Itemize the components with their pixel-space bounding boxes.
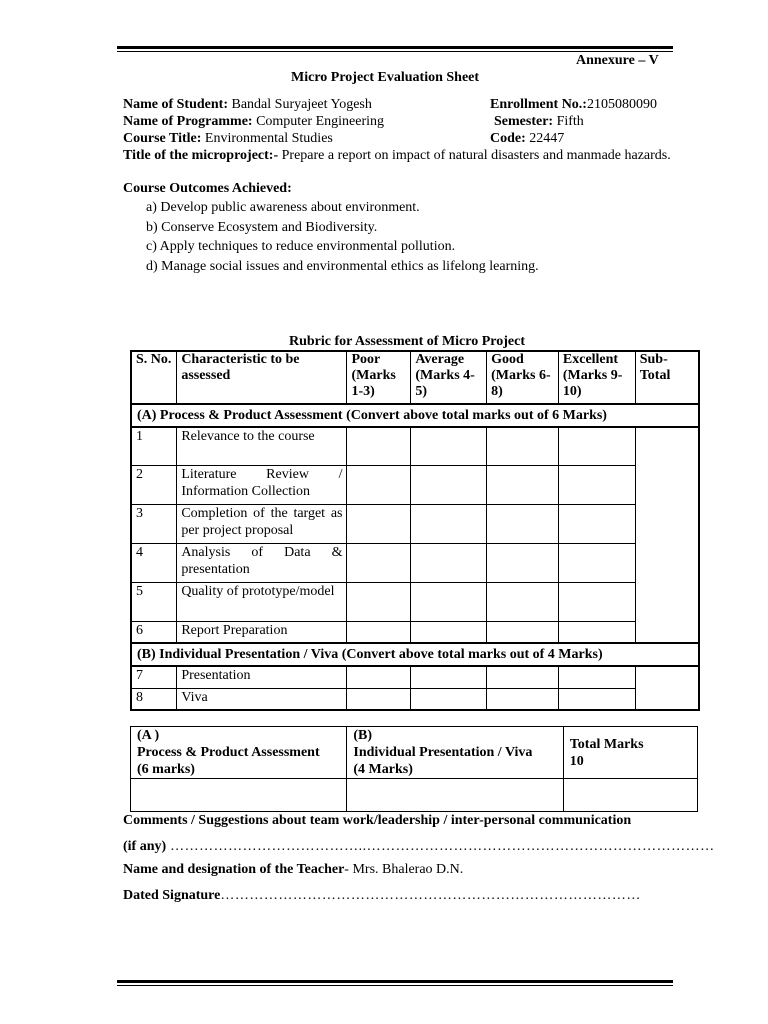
outcome-item: a) Develop public awareness about environment. [146, 200, 420, 215]
table-row [131, 465, 699, 504]
section-b-heading: (B) Individual Presentation / Viva (Convert above total marks out of 4 Marks) [131, 643, 699, 666]
good-cell[interactable] [487, 582, 559, 621]
average-cell[interactable] [411, 688, 487, 710]
table-row [131, 621, 699, 643]
summary-b-line: Individual Presentation / Viva [353, 745, 533, 760]
row-characteristic: Literature Review / Information Collection [177, 465, 347, 504]
table-row [131, 427, 699, 465]
enrollment-no: Enrollment No.:2105080090 [490, 97, 657, 112]
row-characteristic: Presentation [177, 666, 347, 688]
row-characteristic: Relevance to the course [177, 427, 347, 465]
poor-cell[interactable] [347, 621, 411, 643]
excellent-cell[interactable] [558, 504, 635, 543]
header-good: Good (Marks 6-8) [487, 351, 559, 404]
teacher-name: Name and designation of the Teacher- Mrs. Bhalerao D.N. [123, 862, 464, 877]
table-row [131, 543, 699, 582]
outcomes-heading: Course Outcomes Achieved: [123, 181, 292, 196]
header-sno: S. No. [131, 351, 177, 404]
summary-a-line: Process & Product Assessment [137, 745, 320, 760]
good-cell[interactable] [487, 427, 559, 465]
row-number: 1 [131, 427, 177, 465]
poor-cell[interactable] [347, 666, 411, 688]
poor-cell[interactable] [347, 688, 411, 710]
row-number: 2 [131, 465, 177, 504]
average-cell[interactable] [411, 666, 487, 688]
poor-cell[interactable] [347, 504, 411, 543]
row-characteristic: Quality of prototype/model [177, 582, 347, 621]
table-row [131, 666, 699, 688]
table-row [131, 504, 699, 543]
good-cell[interactable] [487, 621, 559, 643]
good-cell[interactable] [487, 465, 559, 504]
row-number: 4 [131, 543, 177, 582]
subtotal-b-cell[interactable] [635, 666, 699, 710]
header-average: Average (Marks 4-5) [411, 351, 487, 404]
poor-cell[interactable] [347, 543, 411, 582]
section-a-heading: (A) Process & Product Assessment (Convert above total marks out of 6 Marks) [131, 404, 699, 427]
rubric-header-row [131, 351, 699, 404]
row-number: 3 [131, 504, 177, 543]
course-title: Course Title: Environmental Studies [123, 131, 333, 146]
average-cell[interactable] [411, 543, 487, 582]
summary-a-header [131, 727, 347, 779]
poor-cell[interactable] [347, 582, 411, 621]
average-cell[interactable] [411, 582, 487, 621]
good-cell[interactable] [487, 543, 559, 582]
row-number: 8 [131, 688, 177, 710]
excellent-cell[interactable] [558, 427, 635, 465]
programme-name: Name of Programme: Computer Engineering [123, 114, 384, 129]
row-number: 6 [131, 621, 177, 643]
poor-cell[interactable] [347, 465, 411, 504]
summary-table [130, 726, 698, 812]
row-number: 7 [131, 666, 177, 688]
page-title: Micro Project Evaluation Sheet [291, 70, 480, 85]
excellent-cell[interactable] [558, 666, 635, 688]
summary-b-header [347, 727, 563, 779]
excellent-cell[interactable] [558, 465, 635, 504]
row-characteristic: Completion of the target as per project proposal [177, 504, 347, 543]
excellent-cell[interactable] [558, 688, 635, 710]
comments-field[interactable]: (if any) …………………………………..……………………………………………………………… [123, 839, 715, 854]
row-characteristic: Analysis of Data & presentation [177, 543, 347, 582]
good-cell[interactable] [487, 504, 559, 543]
summary-b-value[interactable] [347, 779, 563, 812]
summary-header-row [131, 727, 698, 779]
summary-a-line: (A ) [137, 728, 160, 743]
comments-label: Comments / Suggestions about team work/leadership / inter-personal communication [123, 813, 632, 828]
excellent-cell[interactable] [558, 582, 635, 621]
header-excellent: Excellent (Marks 9-10) [558, 351, 635, 404]
summary-value-row [131, 779, 698, 812]
row-characteristic: Report Preparation [177, 621, 347, 643]
summary-a-line: (6 marks) [137, 762, 195, 777]
excellent-cell[interactable] [558, 621, 635, 643]
microproject-title: Title of the microproject:- Prepare a report on impact of natural disasters and manmade hazards. [123, 148, 671, 163]
header-subtotal: Sub-Total [635, 351, 699, 404]
section-a-row [131, 404, 699, 427]
table-row [131, 688, 699, 710]
outcome-item: d) Manage social issues and environmental ethics as lifelong learning. [146, 259, 539, 274]
header-characteristic: Characteristic to be assessed [177, 351, 347, 404]
row-characteristic: Viva [177, 688, 347, 710]
summary-total-line: Total Marks [569, 736, 644, 752]
section-b-row [131, 643, 699, 666]
summary-total-value[interactable] [563, 779, 697, 812]
average-cell[interactable] [411, 621, 487, 643]
row-number: 5 [131, 582, 177, 621]
summary-b-line: (4 Marks) [353, 762, 413, 777]
rubric-table [130, 350, 700, 711]
average-cell[interactable] [411, 465, 487, 504]
summary-total-header [563, 727, 697, 779]
good-cell[interactable] [487, 688, 559, 710]
average-cell[interactable] [411, 504, 487, 543]
header-poor: Poor (Marks 1-3) [347, 351, 411, 404]
summary-b-line: (B) [353, 728, 373, 743]
course-code: Code: 22447 [490, 131, 565, 146]
rubric-title: Rubric for Assessment of Micro Project [289, 334, 525, 349]
excellent-cell[interactable] [558, 543, 635, 582]
poor-cell[interactable] [347, 427, 411, 465]
subtotal-a-cell[interactable] [635, 427, 699, 643]
student-name: Name of Student: Bandal Suryajeet Yogesh [123, 97, 372, 112]
average-cell[interactable] [411, 427, 487, 465]
good-cell[interactable] [487, 666, 559, 688]
bottom-rule [117, 980, 673, 986]
table-row [131, 582, 699, 621]
summary-a-value[interactable] [131, 779, 347, 812]
outcome-item: c) Apply techniques to reduce environmental pollution. [146, 239, 456, 254]
annexure-label: Annexure – V [576, 53, 659, 68]
outcome-item: b) Conserve Ecosystem and Biodiversity. [146, 220, 378, 235]
signature-field[interactable]: Dated Signature…………………………………………………………………………… [123, 888, 641, 903]
semester: Semester: Fifth [494, 114, 584, 129]
summary-total-line: 10 [569, 753, 584, 769]
